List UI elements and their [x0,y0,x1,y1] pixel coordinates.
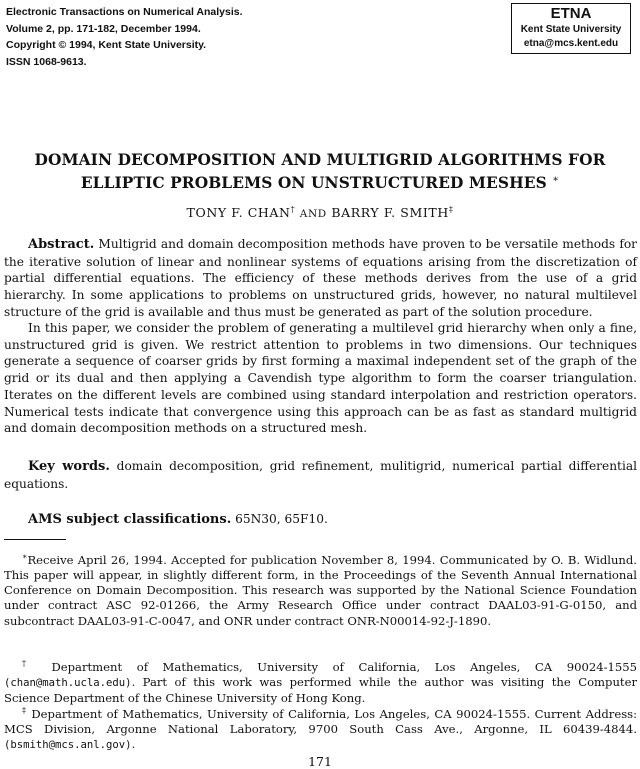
abstract-text-2: In this paper, we consider the problem of generating a multilevel grid hierarchy when only a fine, unstructured grid is given. We restrict attention to problems in two dimensions. Our techniques generate a sequence of coarser grids by first forming a maximal independent set of the graph of the grid or its dual and then applying a Cavendish type algorithm to form the coarser triangulation. Iterates on the different levels are combined using standard interpolation and restriction operators. Numerical tests indicate that convergence using this approach can be as fast as standard multigrid and domain decomposition methods on a structured mesh. [4,321,637,436]
journal-name: Electronic Transactions on Numerical Analysis. [6,6,243,18]
footnote-ddagger-email: (bsmith@mcs.anl.gov) [4,739,132,752]
etna-email: etna@mcs.kent.edu [523,38,619,49]
journal-info [6,4,243,70]
footnote-dagger-email: (chan@math.ucla.edu) [4,677,132,690]
abstract-para-1 [4,236,637,321]
ams-label: AMS subject classifications. [28,512,232,527]
footnote-dagger-text-2: . Part of this work was performed while the author was visiting the Computer Science Department of the Chinese University of Hong Kong. [4,675,637,706]
keywords-text: domain decomposition, grid refinement, mulitigrid, numerical partial differential equations. [4,459,638,491]
journal-issn: ISSN 1068-9613. [6,55,87,68]
author-smith: BARRY F. SMITH [331,205,449,221]
footnote-star-mark: ∗ [22,552,28,561]
paper-title [0,151,640,193]
abstract-label: Abstract. [28,237,95,252]
footnote-star [4,549,637,629]
footnote-dagger-mark: † [22,659,37,668]
ams-text: 65N30, 65F10. [235,512,328,526]
author-smith-mark: ‡ [448,205,454,214]
authors-and: AND [299,208,327,221]
keywords [4,458,637,492]
footnote-dagger-text: Department of Mathematics, University of California, Los Angeles, CA 90024-1555 [51,659,638,674]
etna-name: ETNA [550,5,592,22]
footnote-dagger [4,656,637,706]
author-chan-mark: † [290,205,296,214]
page-number: 171 [308,754,332,769]
journal-copyright: Copyright © 1994, Kent State University. [6,39,207,51]
title-line-2-text: ELLIPTIC PROBLEMS ON UNSTRUCTURED MESHES [80,174,547,193]
author-chan: TONY F. CHAN [186,205,291,221]
footnote-ddagger-text: Department of Mathematics, University of California, Los Angeles, CA 90024-1555. Current Address: MCS Division, Argonne National Laboratory, 9700 South Cass Ave., Argonne, IL 60439-4844. [4,706,638,737]
footnote-ddagger-mark: ‡ [22,706,27,715]
footnote-ddagger [4,703,637,753]
title-line-2 [0,170,640,193]
journal-volume: Volume 2, pp. 171-182, December 1994. [6,22,201,35]
title-line-1: DOMAIN DECOMPOSITION AND MULTIGRID ALGORITHMS FOR [34,151,606,169]
ams-classifications [4,511,637,529]
etna-box [511,3,631,54]
footnote-ddagger-end: . [131,737,136,752]
authors [0,205,640,220]
footnote-star-text: Receive April 26, 1994. Accepted for publication November 8, 1994. Communicated by O. B. Widlund. This paper will appear, in slightly different form, in the Proceedings of the Seventh Annual International Conference on Domain Decomposition. This research was supported by the National Science Foundation under contract ASC 92-01266, the Army Research Office under contract DAAL03-91-G-0150, and subcontract DAAL03-91-C-0047, and ONR under contract ONR-N00014-92-J-1890. [4,552,637,628]
abstract-text-1: Multigrid and domain decomposition methods have proven to be versatile methods for the iterative solution of linear and nonlinear systems of equations arising from the discretization of partial differential equations. The efficiency of these methods derives from the use of a grid hierarchy. In some applications to problems on unstructured grids, however, no natural multilevel structure of the grid is available and thus must be generated as part of the solution procedure. [4,237,637,319]
footnote-rule [4,539,66,540]
keywords-label: Key words. [28,459,110,474]
abstract-para-2 [4,320,637,437]
etna-university: Kent State University [520,24,622,35]
title-footnote-mark: ∗ [552,174,560,185]
